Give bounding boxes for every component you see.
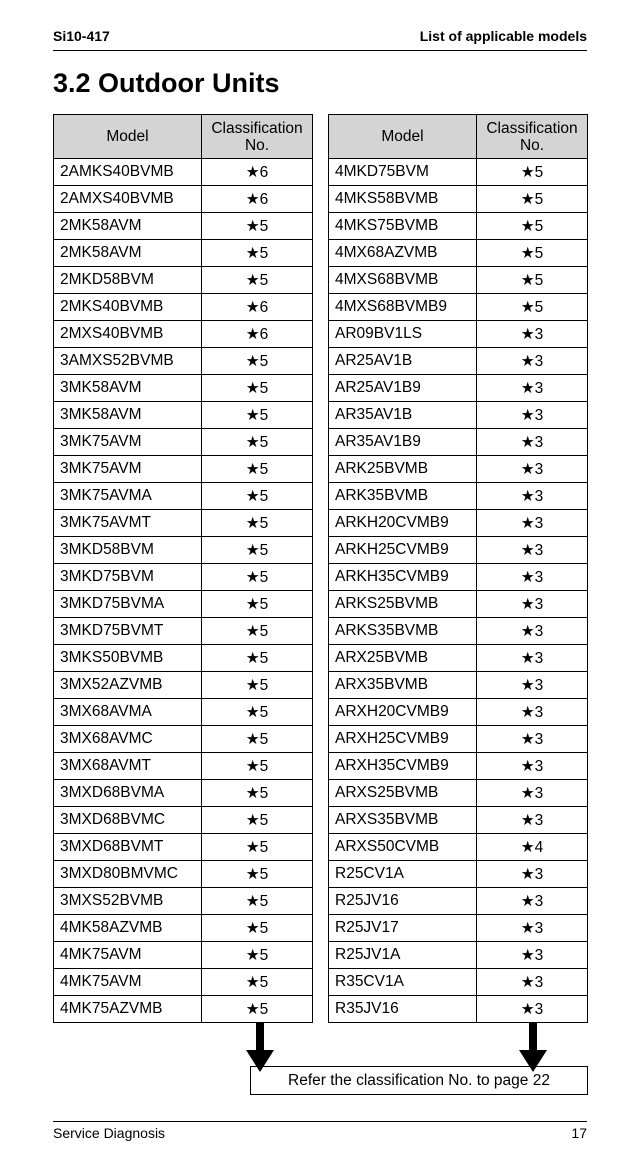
classification-cell: ★5	[202, 510, 313, 537]
table-row	[54, 996, 313, 1023]
table-row	[329, 618, 588, 645]
model-cell: AR09BV1LS	[329, 321, 477, 348]
model-cell: R35JV16	[329, 996, 477, 1023]
table-row	[329, 996, 588, 1023]
classification-cell: ★5	[202, 969, 313, 996]
classification-cell: ★3	[477, 699, 588, 726]
table-row	[54, 537, 313, 564]
model-cell: 4MK58AZVMB	[54, 915, 202, 942]
classification-cell: ★5	[477, 267, 588, 294]
classification-cell: ★5	[202, 240, 313, 267]
classification-cell: ★5	[202, 429, 313, 456]
table-row	[329, 402, 588, 429]
table-row	[329, 348, 588, 375]
table-row	[329, 294, 588, 321]
classification-cell: ★3	[477, 483, 588, 510]
table-row	[54, 429, 313, 456]
model-cell: R25JV17	[329, 915, 477, 942]
model-cell: ARXH20CVMB9	[329, 699, 477, 726]
header-rule	[53, 50, 587, 51]
classification-cell: ★5	[202, 213, 313, 240]
table-row	[329, 375, 588, 402]
model-cell: 2MKD58BVM	[54, 267, 202, 294]
model-cell: R25CV1A	[329, 861, 477, 888]
model-cell: 3MK75AVMT	[54, 510, 202, 537]
model-cell: 2MK58AVM	[54, 240, 202, 267]
table-row	[329, 888, 588, 915]
model-cell: 2MXS40BVMB	[54, 321, 202, 348]
classification-cell: ★5	[202, 618, 313, 645]
model-cell: ARKH20CVMB9	[329, 510, 477, 537]
table-row	[329, 780, 588, 807]
classification-cell: ★5	[202, 672, 313, 699]
classification-cell: ★3	[477, 645, 588, 672]
classification-cell: ★5	[477, 294, 588, 321]
table-row	[329, 699, 588, 726]
table-row	[54, 861, 313, 888]
model-cell: 3MKD75BVMA	[54, 591, 202, 618]
classification-cell: ★3	[477, 996, 588, 1023]
table-row	[329, 537, 588, 564]
classification-cell: ★5	[202, 375, 313, 402]
classification-cell: ★3	[477, 915, 588, 942]
classification-cell: ★3	[477, 375, 588, 402]
table-row	[54, 753, 313, 780]
model-cell: 3MXD68BVMC	[54, 807, 202, 834]
classification-cell: ★3	[477, 861, 588, 888]
column-header-classification-line2: No.	[244, 136, 270, 154]
outdoor-units-table-right	[328, 114, 588, 1023]
table-row	[54, 402, 313, 429]
classification-cell: ★3	[477, 591, 588, 618]
table-row	[329, 321, 588, 348]
model-cell: 4MKD75BVM	[329, 159, 477, 186]
section-title: 3.2 Outdoor Units	[53, 68, 280, 98]
classification-cell: ★6	[202, 294, 313, 321]
table-row	[54, 591, 313, 618]
table-row	[54, 159, 313, 186]
table-row	[329, 942, 588, 969]
classification-cell: ★6	[202, 186, 313, 213]
header-title: List of applicable models	[419, 28, 587, 44]
classification-cell: ★3	[477, 942, 588, 969]
table-row	[54, 942, 313, 969]
document-id: Si10-417	[53, 28, 110, 44]
table-row	[54, 726, 313, 753]
table-row	[329, 483, 588, 510]
model-cell: 3MKD75BVMT	[54, 618, 202, 645]
table-row	[329, 915, 588, 942]
table-row	[54, 915, 313, 942]
classification-cell: ★6	[202, 159, 313, 186]
model-cell: ARXS35BVMB	[329, 807, 477, 834]
classification-cell: ★5	[202, 888, 313, 915]
classification-cell: ★5	[477, 186, 588, 213]
table-row	[54, 780, 313, 807]
model-cell: 3MX68AVMA	[54, 699, 202, 726]
table-row	[329, 159, 588, 186]
outdoor-units-table-left	[53, 114, 313, 1023]
model-cell: 3MXD68BVMA	[54, 780, 202, 807]
classification-cell: ★6	[202, 321, 313, 348]
column-header-classification	[477, 115, 588, 159]
model-cell: 3MXD80BMVMC	[54, 861, 202, 888]
classification-cell: ★5	[202, 456, 313, 483]
column-header-classification-line1: Classification	[211, 119, 303, 137]
table-row	[329, 429, 588, 456]
model-cell: 3MKD58BVM	[54, 537, 202, 564]
classification-cell: ★3	[477, 456, 588, 483]
page-number: 17	[571, 1125, 587, 1141]
model-cell: ARXH25CVMB9	[329, 726, 477, 753]
table-row	[54, 807, 313, 834]
classification-cell: ★5	[202, 564, 313, 591]
table-row	[54, 240, 313, 267]
table-row	[54, 699, 313, 726]
classification-cell: ★3	[477, 402, 588, 429]
model-cell: AR35AV1B9	[329, 429, 477, 456]
model-cell: 4MX68AZVMB	[329, 240, 477, 267]
model-cell: 2MK58AVM	[54, 213, 202, 240]
table-row	[329, 807, 588, 834]
table-row	[54, 645, 313, 672]
table-row	[54, 969, 313, 996]
table-row	[54, 294, 313, 321]
table-row	[54, 456, 313, 483]
classification-cell: ★5	[202, 537, 313, 564]
classification-cell: ★5	[202, 726, 313, 753]
table-row	[54, 672, 313, 699]
table-row	[54, 834, 313, 861]
model-cell: 4MXS68BVMB	[329, 267, 477, 294]
classification-cell: ★3	[477, 564, 588, 591]
model-cell: ARX25BVMB	[329, 645, 477, 672]
classification-cell: ★5	[202, 348, 313, 375]
model-cell: 2AMXS40BVMB	[54, 186, 202, 213]
classification-cell: ★3	[477, 753, 588, 780]
classification-cell: ★3	[477, 780, 588, 807]
classification-cell: ★5	[202, 753, 313, 780]
model-cell: 3MK75AVM	[54, 429, 202, 456]
model-cell: AR25AV1B9	[329, 375, 477, 402]
classification-cell: ★5	[202, 645, 313, 672]
classification-cell: ★5	[202, 483, 313, 510]
model-cell: 3MKD75BVM	[54, 564, 202, 591]
model-cell: 2AMKS40BVMB	[54, 159, 202, 186]
classification-cell: ★5	[202, 267, 313, 294]
classification-cell: ★3	[477, 348, 588, 375]
classification-cell: ★5	[202, 807, 313, 834]
table-row	[54, 186, 313, 213]
classification-cell: ★5	[202, 834, 313, 861]
table-row	[329, 969, 588, 996]
classification-reference-note: Refer the classification No. to page 22	[250, 1066, 588, 1095]
model-cell: AR25AV1B	[329, 348, 477, 375]
model-cell: 3MX68AVMT	[54, 753, 202, 780]
model-cell: ARXS25BVMB	[329, 780, 477, 807]
classification-cell: ★5	[202, 402, 313, 429]
table-row	[329, 861, 588, 888]
classification-cell: ★3	[477, 510, 588, 537]
table-row	[54, 510, 313, 537]
classification-cell: ★5	[202, 699, 313, 726]
model-cell: 4MXS68BVMB9	[329, 294, 477, 321]
classification-cell: ★3	[477, 888, 588, 915]
footer-rule	[53, 1121, 587, 1122]
model-cell: 2MKS40BVMB	[54, 294, 202, 321]
table-row	[329, 834, 588, 861]
classification-cell: ★3	[477, 969, 588, 996]
model-cell: 3MXS52BVMB	[54, 888, 202, 915]
table-row	[329, 213, 588, 240]
model-cell: R35CV1A	[329, 969, 477, 996]
footer-section-name: Service Diagnosis	[53, 1125, 166, 1141]
classification-cell: ★3	[477, 537, 588, 564]
table-row	[54, 483, 313, 510]
table-row	[54, 618, 313, 645]
model-cell: ARK35BVMB	[329, 483, 477, 510]
column-header-classification-line2: No.	[519, 136, 545, 154]
model-cell: ARXS50CVMB	[329, 834, 477, 861]
table-row	[329, 591, 588, 618]
model-cell: AR35AV1B	[329, 402, 477, 429]
model-cell: R25JV1A	[329, 942, 477, 969]
model-cell: 3MK75AVM	[54, 456, 202, 483]
table-row	[329, 456, 588, 483]
classification-cell: ★3	[477, 321, 588, 348]
table-row	[329, 753, 588, 780]
model-cell: ARKH35CVMB9	[329, 564, 477, 591]
model-cell: 3AMXS52BVMB	[54, 348, 202, 375]
model-cell: 3MXD68BVMT	[54, 834, 202, 861]
column-header-classification	[202, 115, 313, 159]
table-row	[54, 375, 313, 402]
model-cell: ARKS35BVMB	[329, 618, 477, 645]
classification-cell: ★5	[477, 213, 588, 240]
table-row	[329, 240, 588, 267]
classification-cell: ★5	[202, 915, 313, 942]
column-header-classification-line1: Classification	[486, 119, 578, 137]
column-header-model: Model	[329, 115, 477, 159]
classification-cell: ★3	[477, 726, 588, 753]
model-cell: 4MKS58BVMB	[329, 186, 477, 213]
classification-cell: ★3	[477, 429, 588, 456]
classification-cell: ★5	[202, 942, 313, 969]
model-cell: 3MX68AVMC	[54, 726, 202, 753]
classification-cell: ★3	[477, 672, 588, 699]
model-cell: 3MK58AVM	[54, 375, 202, 402]
model-cell: R25JV16	[329, 888, 477, 915]
classification-cell: ★5	[477, 240, 588, 267]
classification-cell: ★5	[202, 861, 313, 888]
model-cell: 3MX52AZVMB	[54, 672, 202, 699]
table-row	[54, 348, 313, 375]
classification-cell: ★5	[202, 780, 313, 807]
model-cell: 4MK75AZVMB	[54, 996, 202, 1023]
table-row	[329, 510, 588, 537]
model-cell: ARKS25BVMB	[329, 591, 477, 618]
classification-cell: ★3	[477, 807, 588, 834]
classification-cell: ★5	[477, 159, 588, 186]
classification-cell: ★5	[202, 996, 313, 1023]
model-cell: ARK25BVMB	[329, 456, 477, 483]
model-cell: 3MK58AVM	[54, 402, 202, 429]
classification-cell: ★4	[477, 834, 588, 861]
model-cell: 4MK75AVM	[54, 942, 202, 969]
table-row	[329, 672, 588, 699]
table-row	[329, 267, 588, 294]
table-row	[329, 645, 588, 672]
model-cell: ARX35BVMB	[329, 672, 477, 699]
table-row	[54, 888, 313, 915]
model-cell: 3MKS50BVMB	[54, 645, 202, 672]
table-row	[329, 564, 588, 591]
classification-cell: ★5	[202, 591, 313, 618]
table-row	[54, 213, 313, 240]
model-cell: 3MK75AVMA	[54, 483, 202, 510]
table-row	[329, 726, 588, 753]
table-row	[54, 321, 313, 348]
table-row	[54, 267, 313, 294]
model-cell: ARXH35CVMB9	[329, 753, 477, 780]
table-row	[54, 564, 313, 591]
column-header-model: Model	[54, 115, 202, 159]
model-cell: 4MK75AVM	[54, 969, 202, 996]
table-row	[329, 186, 588, 213]
classification-cell: ★3	[477, 618, 588, 645]
model-cell: 4MKS75BVMB	[329, 213, 477, 240]
model-cell: ARKH25CVMB9	[329, 537, 477, 564]
